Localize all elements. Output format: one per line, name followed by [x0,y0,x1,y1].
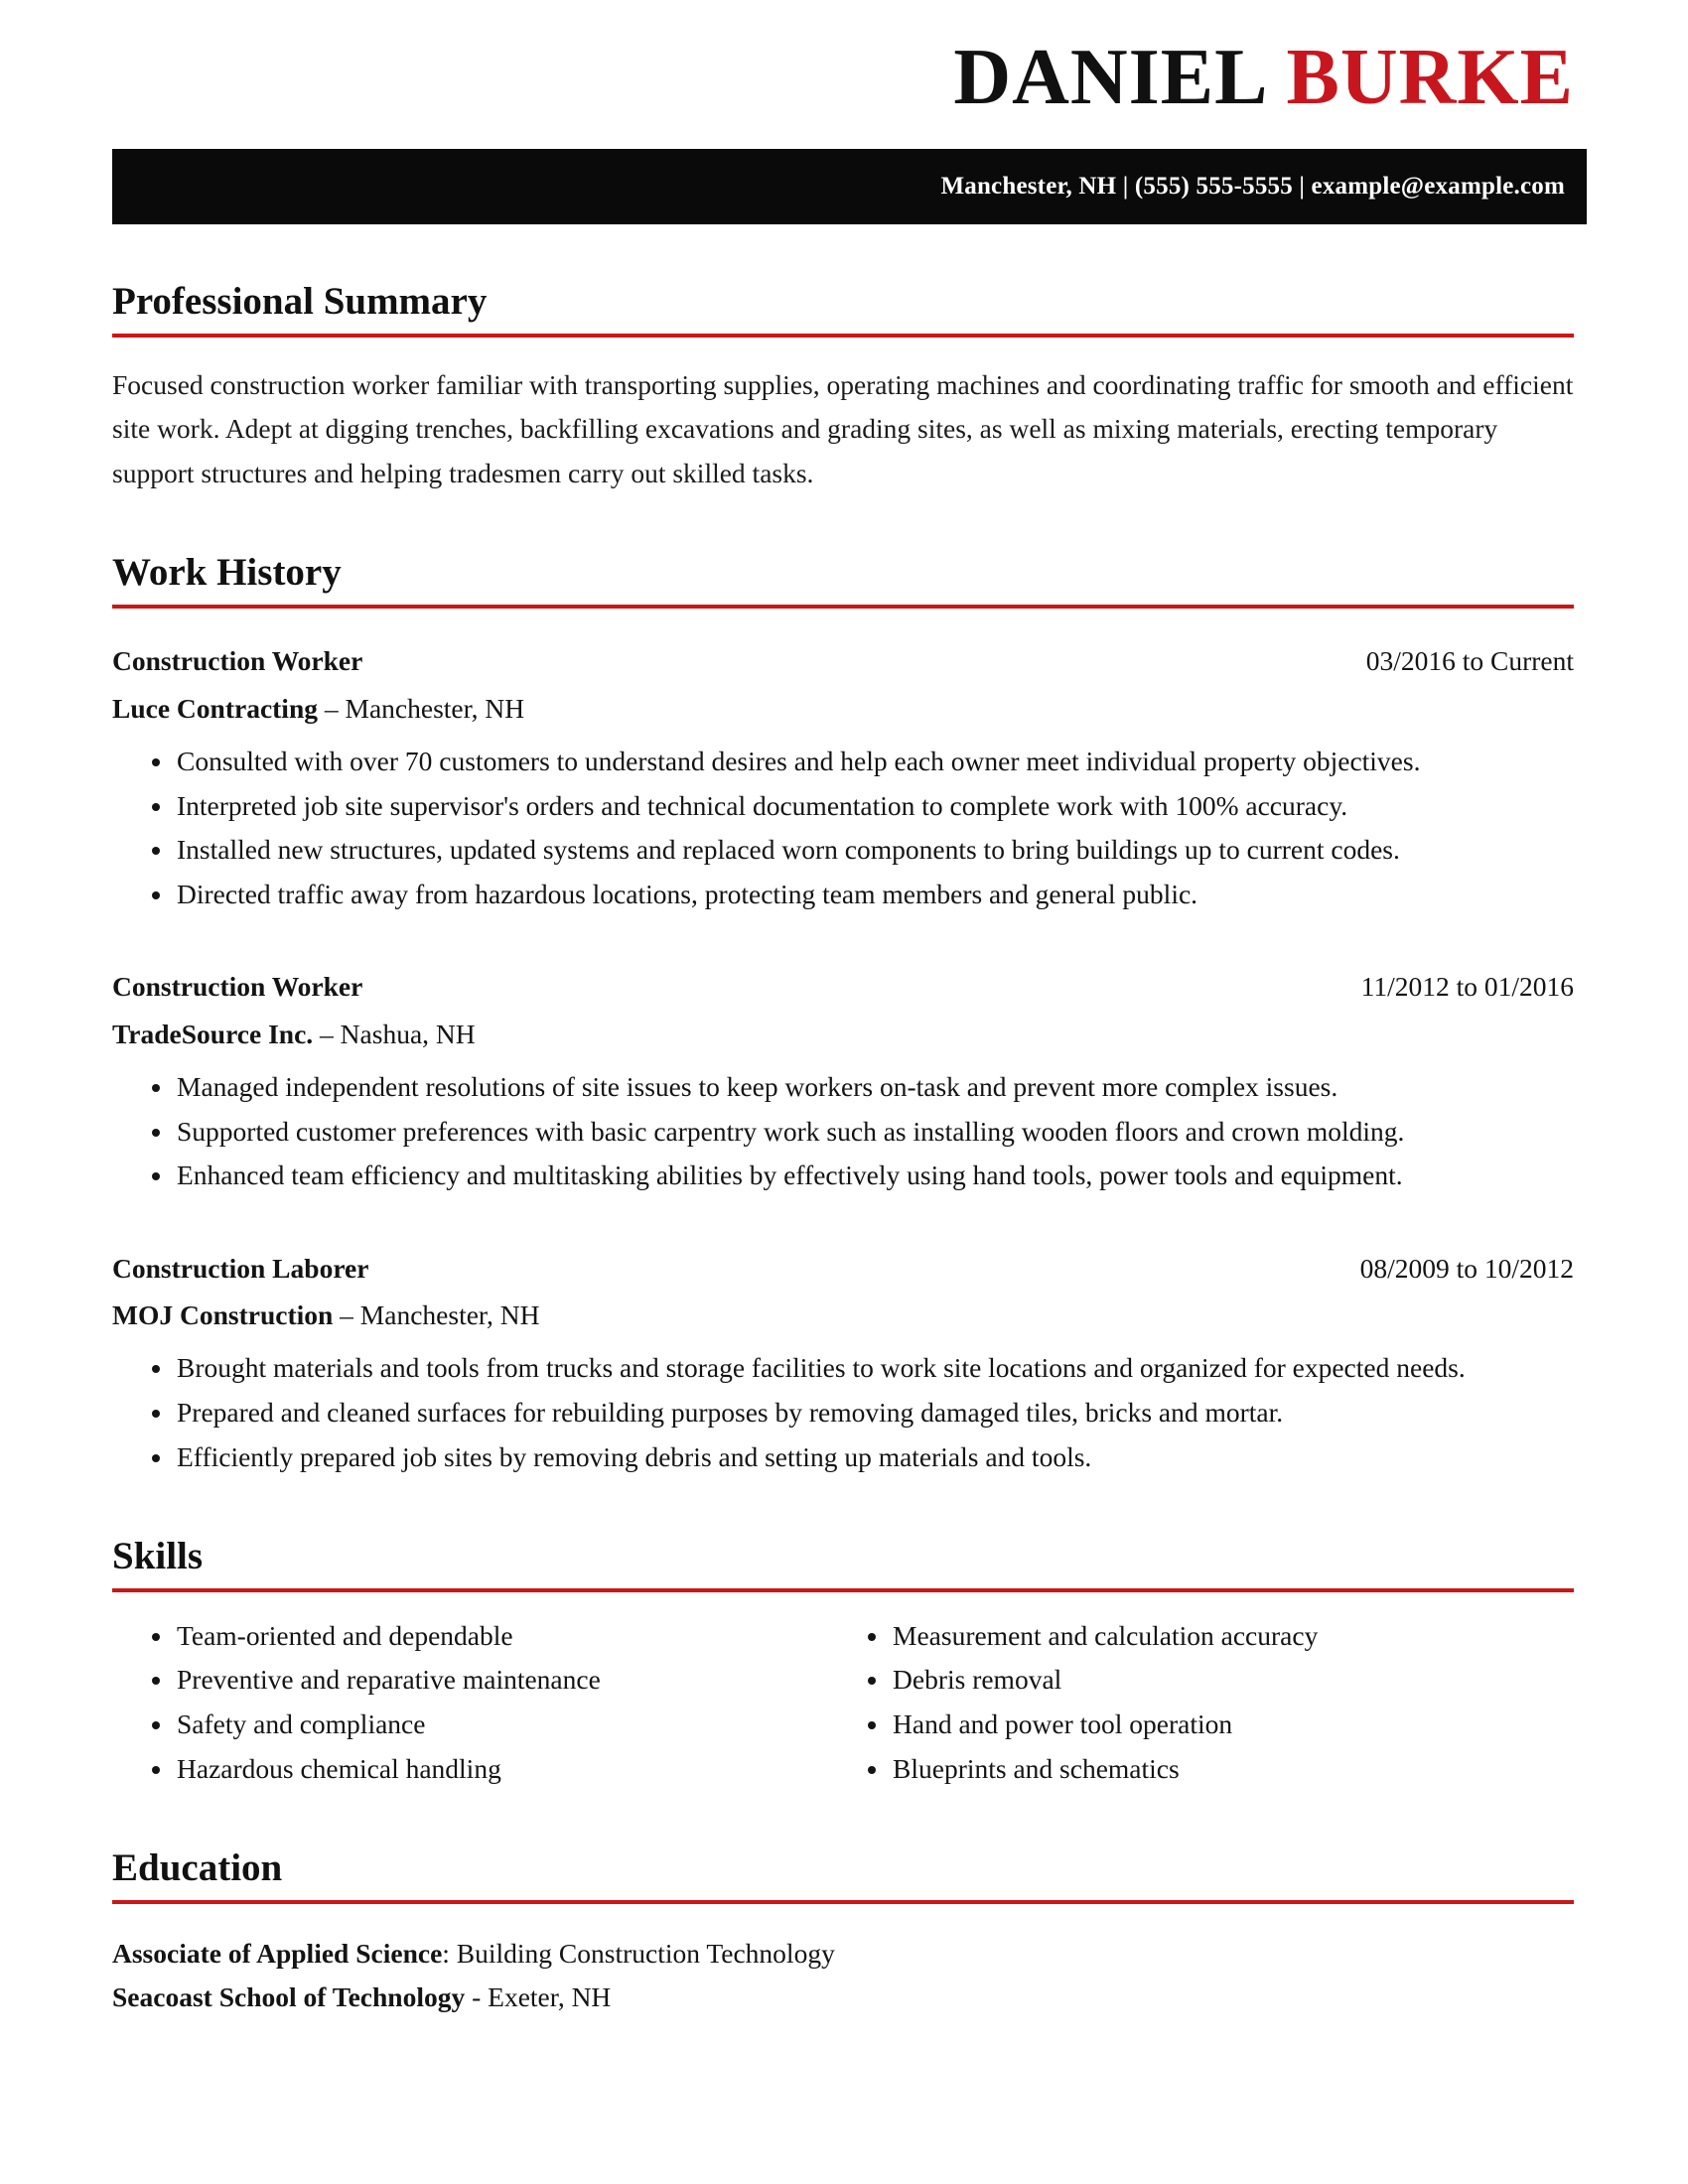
contact-info: Manchester, NH | (555) 555-5555 | example@example.com [940,173,1565,200]
job-bullet: • Interpreted job site supervisor's orders and technical documentation to complete work with 100% accuracy. [175,784,1574,829]
education-school: Seacoast School of Technology [112,1981,466,2013]
skill-item: • Hazardous chemical handling [175,1747,843,1792]
job-bullet-list [112,740,1574,916]
education-block [112,1932,1574,2020]
job-location: – Nashua, NH [313,1018,476,1049]
education-degree-line [112,1932,1574,1977]
job-bullet: • Enhanced team efficiency and multitasking abilities by effectively using hand tools, power tools and equipment. [175,1154,1574,1198]
job-title-row [112,970,1574,1004]
job-bullet-list [112,1346,1574,1479]
job-role: Construction Laborer [112,1252,369,1284]
skills-list-left [112,1614,843,1791]
skills-list-right [843,1614,1574,1791]
skills-column-left [112,1614,843,1791]
education-degree: Associate of Applied Science [112,1937,443,1969]
candidate-last-name: BURKE [1286,34,1574,121]
candidate-first-name: DANIEL [953,34,1269,121]
education-degree-detail: : Building Construction Technology [442,1937,835,1969]
skill-item: • Measurement and calculation accuracy [891,1614,1574,1659]
skill-item: • Hand and power tool operation [891,1703,1574,1747]
summary-paragraph: Focused construction worker familiar with transporting supplies, operating machines and coordinating traffic for smooth and efficient site work. Adept at digging trenches, backfilling excavations and grading sites, as well as mixing materials, erecting temporary support structures and helping tradesmen carry out skilled tasks. [112,368,1574,488]
skill-item: • Safety and compliance [175,1703,843,1747]
section-education [112,1846,1574,2020]
job-dates: 08/2009 to 10/2012 [1359,1252,1574,1284]
job-bullet: • Consulted with over 70 customers to understand desires and help each owner meet individual property objectives. [175,740,1574,784]
job-entry [112,970,1574,1197]
skills-columns [112,1614,1574,1791]
education-heading: Education [112,1846,1574,1904]
job-company-row [112,1018,1574,1051]
job-title-row [112,1252,1574,1286]
job-company-row [112,692,1574,726]
education-school-detail: - Exeter, NH [465,1981,612,2013]
skill-item: • Debris removal [891,1658,1574,1703]
job-company: Luce Contracting [112,692,318,724]
job-bullet: • Managed independent resolutions of site issues to keep workers on-task and prevent more complex issues. [175,1065,1574,1110]
job-dates: 03/2016 to Current [1365,645,1574,677]
job-dates: 11/2012 to 01/2016 [1360,971,1574,1003]
job-entry [112,644,1574,916]
job-location: – Manchester, NH [333,1299,540,1331]
job-bullet: • Efficiently prepared job sites by removing debris and setting up materials and tools. [175,1435,1574,1480]
education-school-line [112,1976,1574,2020]
job-bullet-list [112,1065,1574,1198]
job-bullet: • Installed new structures, updated systems and replaced worn components to bring buildings up to current codes. [175,828,1574,873]
job-bullet: • Brought materials and tools from trucks and storage facilities to work site locations and organized for expected needs. [175,1346,1574,1391]
job-role: Construction Worker [112,645,363,677]
section-work-history [112,551,1574,1479]
job-bullet: • Prepared and cleaned surfaces for rebuilding purposes by removing damaged tiles, bricks and mortar. [175,1391,1574,1435]
section-skills [112,1535,1574,1791]
skills-column-right [843,1614,1574,1791]
contact-bar [112,149,1587,224]
job-title-row [112,644,1574,678]
job-company-row [112,1298,1574,1332]
skills-heading: Skills [112,1535,1574,1592]
job-company: TradeSource Inc. [112,1018,314,1049]
skill-item: • Blueprints and schematics [891,1747,1574,1792]
work-history-heading: Work History [112,551,1574,609]
job-role: Construction Worker [112,971,363,1003]
job-bullet: • Directed traffic away from hazardous locations, protecting team members and general public. [175,873,1574,917]
section-professional-summary [112,280,1574,495]
skill-item: • Preventive and reparative maintenance [175,1658,843,1703]
summary-heading: Professional Summary [112,280,1574,338]
candidate-name [112,26,1574,129]
job-location: – Manchester, NH [318,692,525,724]
skill-item: • Team-oriented and dependable [175,1614,843,1659]
job-entry [112,1252,1574,1479]
job-company: MOJ Construction [112,1299,334,1331]
job-bullet: • Supported customer preferences with basic carpentry work such as installing wooden floors and crown molding. [175,1110,1574,1155]
